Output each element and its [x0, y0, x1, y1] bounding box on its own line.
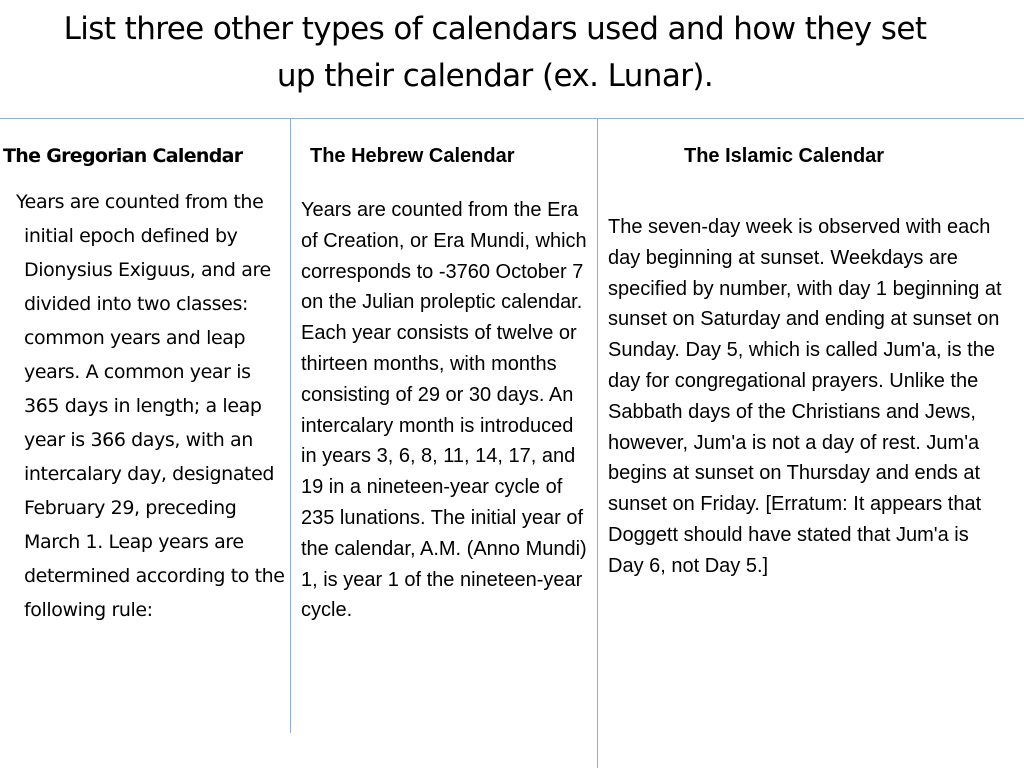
header-divider — [0, 118, 1024, 119]
hebrew-heading: The Hebrew Calendar — [310, 145, 515, 167]
slide-title: List three other types of calendars used and how they set up their calendar (ex. Lunar). — [63, 11, 927, 94]
column-divider-2 — [597, 119, 598, 768]
column-divider-1 — [290, 119, 291, 733]
hebrew-text: Years are counted from the Era of Creation, or Era Mundi, which corresponds to -3760 October 7 on the Julian proleptic calendar. Each year consists of twelve or thirteen months, with months consisting of 29 or 30 days. An intercalary month is introduced in years 3, 6, 8, 11, 14, 17, and 19 in a nineteen-year cycle of 235 lunations. The initial year of the calendar, A.M. (Anno Mundi) 1, is year 1 of the nineteen-year cycle. — [301, 199, 587, 622]
islamic-heading: The Islamic Calendar — [684, 145, 885, 167]
gregorian-text: Years are counted from the initial epoch defined by Dionysius Exiguus, and are divided into two classes: common years and leap years. A common year is 365 days in length; a leap year is 366 days, with an intercalary day, designated February 29, preceding March 1. Leap years are determined according to the following rule: — [16, 191, 285, 621]
islamic-text: The seven-day week is observed with each day beginning at sunset. Weekdays are specified by number, with day 1 beginning at sunset on Saturday and ending at sunset on Sunday. Day 5, which is called Jum'a, is the day for congregational prayers. Unlike the Sabbath days of the Christians and Jews, however, Jum'a is not a day of rest. Jum'a begins at sunset on Thursday and ends at sunset on Friday. [Erratum: It appears that Doggett should have stated that Jum'a is Day 6, not Day 5.] — [608, 216, 1002, 577]
gregorian-heading: The Gregorian Calendar — [3, 145, 243, 167]
